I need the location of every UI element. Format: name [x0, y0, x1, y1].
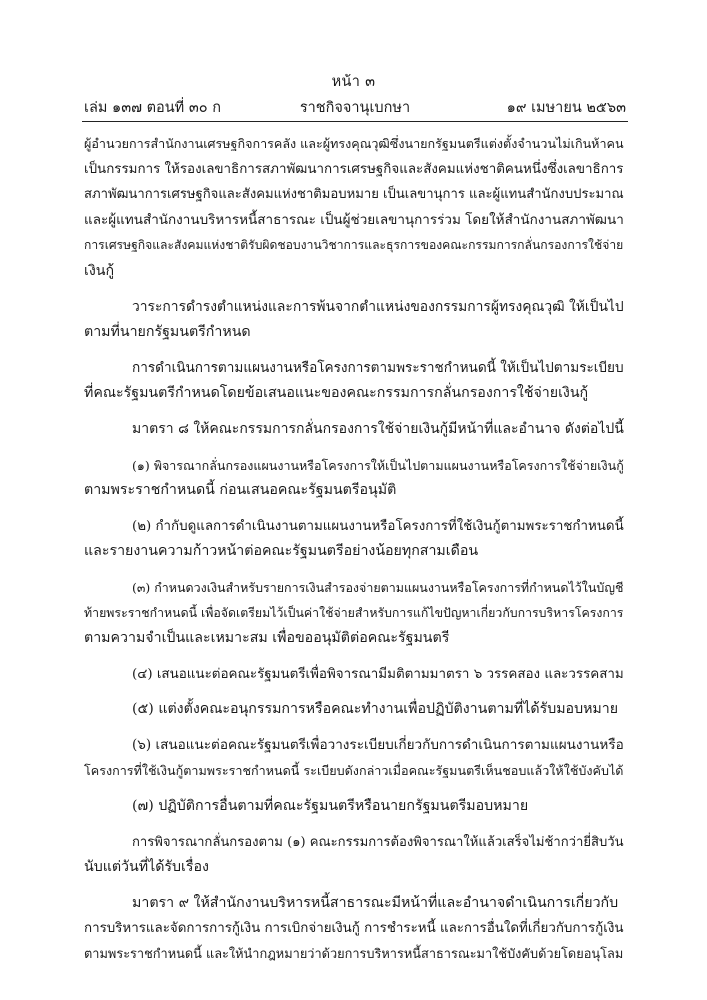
- text-line: ที่คณะรัฐมนตรีกำหนดโดยข้อเสนอแนะของคณะกรรมการกลั่นกรองการใช้จ่ายเงินกู้: [84, 385, 589, 402]
- text-line: และผู้แทนสำนักงานบริหารหนี้สาธารณะ เป็นผู้ช่วยเลขานุการร่วม โดยให้สำนักงานสภาพัฒนา: [84, 211, 624, 228]
- text-line: ตามที่นายกรัฐมนตรีกำหนด: [84, 324, 251, 341]
- text-line: (๔) เสนอแนะต่อคณะรัฐมนตรีเพื่อพิจารณามีมติตามมาตรา ๖ วรรคสอง และวรรคสาม: [132, 666, 624, 682]
- text-line: การเศรษฐกิจและสังคมแห่งชาติรับผิดชอบงานวิชาการและธุรการของคณะกรรมการกลั่นกรองการใช้จ่าย: [84, 238, 624, 253]
- text-line: เป็นกรรมการ ให้รองเลขาธิการสภาพัฒนาการเศรษฐกิจและสังคมแห่งชาติคนหนึ่งซึ่งเลขาธิการ: [84, 161, 624, 177]
- text-line: สภาพัฒนาการเศรษฐกิจและสังคมแห่งชาติมอบหมาย เป็นเลขานุการ และผู้แทนสำนักงบประมาณ: [84, 187, 624, 203]
- text-line: และรายงานความก้าวหน้าต่อคณะรัฐมนตรีอย่างน้อยทุกสามเดือน: [84, 543, 479, 560]
- text-line: (๑) พิจารณากลั่นกรองแผนงานหรือโครงการให้เป็นไปตามแผนงานหรือโครงการใช้จ่ายเงินกู้: [132, 457, 624, 473]
- text-line: (๖) เสนอแนะต่อคณะรัฐมนตรีเพื่อวางระเบียบเกี่ยวกับการดำเนินการตามแผนงานหรือ: [132, 736, 624, 753]
- text-line: ท้ายพระราชกำหนดนี้ เพื่อจัดเตรียมไว้เป็นค่าใช้จ่ายสำหรับการแก้ไขปัญหาเกี่ยวกับการบริหารโครงการ: [84, 605, 624, 620]
- text-line: ตามความจำเป็นและเหมาะสม เพื่อขออนุมัติต่อคณะรัฐมนตรี: [84, 630, 450, 647]
- text-line: (๕) แต่งตั้งคณะอนุกรรมการหรือคณะทำงานเพื่อปฏิบัติงานตามที่ได้รับมอบหมาย: [132, 701, 619, 718]
- text-line: โครงการที่ใช้เงินกู้ตามพระราชกำหนดนี้ ระเบียบดังกล่าวเมื่อคณะรัฐมนตรีเห็นชอบแล้วให้ใช้บังคับได้: [84, 763, 624, 779]
- volume-issue: เล่ม ๑๓๗ ตอนที่ ๓๐ ก: [84, 100, 221, 116]
- text-line: เงินกู้: [84, 262, 115, 279]
- text-line: การพิจารณากลั่นกรองตาม (๑) คณะกรรมการต้องพิจารณาให้แล้วเสร็จไม่ช้ากว่ายี่สิบวัน: [132, 834, 624, 850]
- text-line: (๒) กำกับดูแลการดำเนินงานตามแผนงานหรือโครงการที่ใช้เงินกู้ตามพระราชกำหนดนี้: [132, 518, 624, 534]
- text-line: วาระการดำรงตำแหน่งและการพ้นจากตำแหน่งของกรรมการผู้ทรงคุณวุฒิ ให้เป็นไป: [132, 298, 624, 315]
- text-line: การบริหารและจัดการการกู้เงิน การเบิกจ่ายเงินกู้ การชำระหนี้ และการอื่นใดที่เกี่ยวกับการกู้เงิน: [84, 921, 624, 937]
- header-rule: [82, 121, 628, 122]
- text-line: (๓) กำหนดวงเงินสำหรับรายการเงินสำรองจ่ายตามแผนงานหรือโครงการที่กำหนดไว้ในบัญชี: [132, 579, 624, 595]
- issue-date: ๑๙ เมษายน ๒๕๖๓: [506, 100, 626, 116]
- text-line: มาตรา ๘ ให้คณะกรรมการกลั่นกรองการใช้จ่ายเงินกู้มีหน้าที่และอำนาจ ดังต่อไปนี้: [132, 420, 624, 437]
- text-line: นับแต่วันที่ได้รับเรื่อง: [84, 859, 209, 876]
- text-line: การดำเนินการตามแผนงานหรือโครงการตามพระราชกำหนดนี้ ให้เป็นไปตามระเบียบ: [132, 359, 624, 376]
- document-body: [84, 131, 626, 968]
- running-header: [84, 96, 626, 118]
- text-line: ตามพระราชกำหนดนี้ และให้นำกฎหมายว่าด้วยการบริหารหนี้สาธารณะมาใช้บังคับด้วยโดยอนุโลม: [84, 947, 624, 963]
- text-line: (๗) ปฏิบัติการอื่นตามที่คณะรัฐมนตรีหรือนายกรัฐมนตรีมอบหมาย: [132, 798, 529, 815]
- page-number: หน้า ๓: [331, 74, 376, 90]
- text-line: มาตรา ๙ ให้สำนักงานบริหารหนี้สาธารณะมีหน้าที่และอำนาจดำเนินการเกี่ยวกับ: [132, 894, 619, 911]
- text-line: ผู้อำนวยการสำนักงานเศรษฐกิจการคลัง และผู้ทรงคุณวุฒิซึ่งนายกรัฐมนตรีแต่งตั้งจำนวนไม่เกินห้าคน: [84, 136, 624, 151]
- gazette-title: ราชกิจจานุเบกษา: [299, 100, 411, 116]
- text-line: ตามพระราชกำหนดนี้ ก่อนเสนอคณะรัฐมนตรีอนุมัติ: [84, 482, 397, 499]
